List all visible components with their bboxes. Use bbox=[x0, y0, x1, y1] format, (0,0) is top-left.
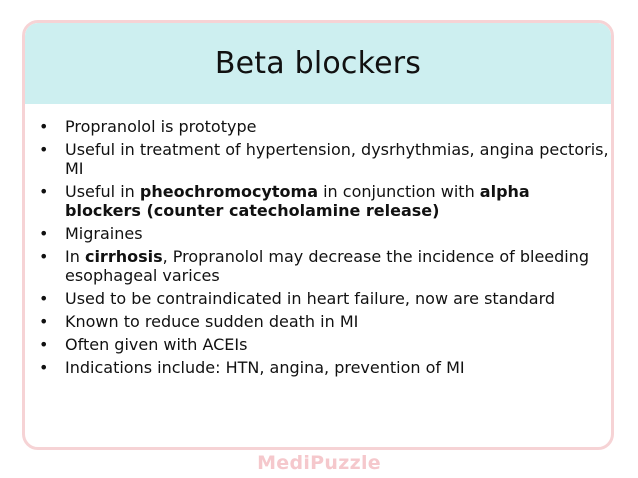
bullet-item bbox=[39, 224, 609, 243]
bullet-text: Useful in treatment of hypertension, dysrhythmias, angina pectoris, MI bbox=[65, 140, 609, 178]
bullet-text: Migraines bbox=[65, 224, 143, 243]
bullet-text: Propranolol is prototype bbox=[65, 117, 257, 136]
bullet-item bbox=[39, 140, 609, 178]
slide-title: Beta blockers bbox=[214, 46, 422, 81]
bullet-text: Often given with ACEIs bbox=[65, 335, 248, 354]
bullet-dot-icon: • bbox=[39, 247, 49, 266]
bullet-text: Used to be contraindicated in heart failure, now are standard bbox=[65, 289, 556, 308]
bullet-dot-icon: • bbox=[39, 140, 49, 159]
bullet-dot-icon: • bbox=[39, 312, 49, 331]
bullet-text: in conjunction with bbox=[318, 182, 480, 201]
bullet-item bbox=[39, 312, 609, 331]
bullet-item bbox=[39, 289, 609, 308]
bullet-dot-icon: • bbox=[39, 289, 49, 308]
bullet-text-bold: alpha blockers (counter catecholamine release) bbox=[65, 182, 530, 220]
bullet-text: Indications include: HTN, angina, prevention of MI bbox=[65, 358, 465, 377]
bullet-dot-icon: • bbox=[39, 335, 49, 354]
slide-frame bbox=[22, 20, 614, 450]
title-bar bbox=[25, 23, 611, 104]
bullet-text: Useful in bbox=[65, 182, 140, 201]
bullet-text: In bbox=[65, 247, 85, 266]
bullet-dot-icon: • bbox=[39, 117, 49, 136]
bullet-text: , Propranolol may decrease the incidence of bleeding esophageal varices bbox=[65, 247, 590, 285]
bullet-text: Known to reduce sudden death in MI bbox=[65, 312, 359, 331]
bullet-item bbox=[39, 358, 609, 377]
bullet-item bbox=[39, 182, 609, 220]
bullet-item bbox=[39, 247, 609, 285]
bullet-dot-icon: • bbox=[39, 224, 49, 243]
bullet-text-bold: cirrhosis bbox=[84, 247, 163, 266]
bullet-dot-icon: • bbox=[39, 358, 49, 377]
bullet-dot-icon: • bbox=[39, 182, 49, 201]
bullet-text-bold: pheochromocytoma bbox=[139, 182, 319, 201]
bullet-item bbox=[39, 335, 609, 354]
watermark-logo: MediPuzzle bbox=[257, 452, 381, 474]
bullet-list bbox=[39, 117, 609, 381]
bullet-item bbox=[39, 117, 609, 136]
